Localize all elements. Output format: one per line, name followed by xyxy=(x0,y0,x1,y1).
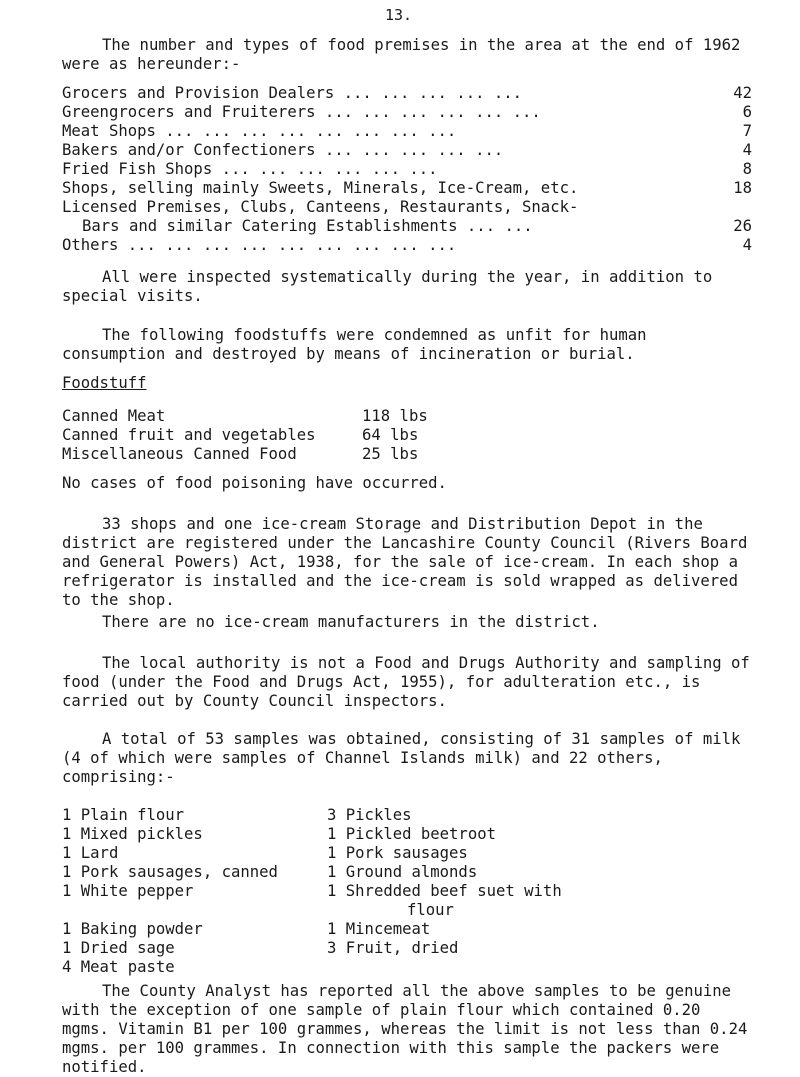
sample-item: 1 Dried sage xyxy=(62,939,175,957)
ice-cream-text: 33 shops and one ice-cream Storage and Distribution Depot in the district are registered under the Lancashire County Council (Rivers Board and General Powers) Act, 1938, for the sale of ice-cream. In each shop a refrigerator is installed and the ice-cream is sold wrapped as delivered to the shop. xyxy=(62,515,748,609)
foodstuff-row xyxy=(62,445,752,464)
premises-label: Bars and similar Catering Establishments ... ... xyxy=(82,217,533,235)
samples-list xyxy=(62,806,752,977)
sample-item: 1 Mincemeat xyxy=(327,920,431,938)
premises-label: Bakers and/or Confectioners ... ... ... ... ... xyxy=(62,141,504,159)
sample-item: 4 Meat paste xyxy=(62,958,175,976)
premises-row xyxy=(62,198,752,217)
sample-item: 1 Plain flour xyxy=(62,806,185,824)
premises-label: Licensed Premises, Clubs, Canteens, Restaurants, Snack- xyxy=(62,198,579,216)
premises-count: 4 xyxy=(742,141,752,159)
sample-item: 1 Mixed pickles xyxy=(62,825,203,843)
premises-row xyxy=(62,160,752,179)
premises-row xyxy=(62,217,752,236)
foodstuff-row xyxy=(62,426,752,445)
premises-label: Meat Shops ... ... ... ... ... ... ... ... xyxy=(62,122,457,140)
foodstuff-row xyxy=(62,407,752,426)
manufacturers-text: There are no ice-cream manufacturers in the district. xyxy=(102,613,600,631)
premises-label: Grocers and Provision Dealers ... ... ... ... ... xyxy=(62,84,523,102)
premises-label: Greengrocers and Fruiterers ... ... ... ... ... ... xyxy=(62,103,541,121)
foodstuff-name: Canned fruit and vegetables xyxy=(62,426,316,444)
foodstuff-name: Miscellaneous Canned Food xyxy=(62,445,297,463)
sample-item xyxy=(327,958,747,977)
premises-label: Shops, selling mainly Sweets, Minerals, Ice-Cream, etc. xyxy=(62,179,579,197)
poisoning-paragraph xyxy=(62,474,752,493)
ice-cream-paragraph xyxy=(62,515,752,610)
foodstuff-table xyxy=(62,374,752,464)
sample-item: 1 Pork sausages, canned xyxy=(62,863,278,881)
premises-row xyxy=(62,103,752,122)
premises-row xyxy=(62,141,752,160)
poisoning-text: No cases of food poisoning have occurred. xyxy=(62,474,447,492)
analyst-paragraph xyxy=(62,982,752,1077)
premises-count: 8 xyxy=(742,160,752,178)
inspection-text: All were inspected systematically during the year, in addition to special visits. xyxy=(62,268,713,305)
foodstuff-heading: Foodstuff xyxy=(62,374,147,392)
sample-item: 3 Fruit, dried xyxy=(327,939,459,957)
premises-count: 42 xyxy=(733,84,752,102)
samples-left-column xyxy=(62,806,327,977)
samples-right-column xyxy=(327,806,747,977)
premises-list xyxy=(62,84,752,255)
premises-count: 6 xyxy=(742,103,752,121)
premises-count: 18 xyxy=(733,179,752,197)
samples-paragraph xyxy=(62,730,752,787)
authority-paragraph xyxy=(62,654,752,711)
samples-text: A total of 53 samples was obtained, consisting of 31 samples of milk (4 of which were samples of Channel Islands milk) and 22 others, comprising:- xyxy=(62,730,741,786)
sample-item: 1 Lard xyxy=(62,844,119,862)
premises-label: Others ... ... ... ... ... ... ... ... ... xyxy=(62,236,457,254)
inspection-paragraph xyxy=(62,268,752,306)
foodstuff-quantity: 118 lbs xyxy=(362,407,428,425)
premises-row xyxy=(62,122,752,141)
manufacturers-paragraph xyxy=(62,613,752,632)
sample-item: 3 Pickles xyxy=(327,806,412,824)
foodstuff-name: Canned Meat xyxy=(62,407,166,425)
sample-item: 1 White pepper xyxy=(62,882,194,900)
foodstuff-quantity: 25 lbs xyxy=(362,445,419,463)
condemned-paragraph xyxy=(62,326,752,364)
sample-item: 1 Shredded beef suet with xyxy=(327,882,562,900)
sample-item: flour xyxy=(407,901,454,919)
page-number: 13. xyxy=(385,6,413,24)
intro-text: The number and types of food premises in the area at the end of 1962 were as hereunder:- xyxy=(62,36,741,73)
authority-text: The local authority is not a Food and Drugs Authority and sampling of food (under the Food and Drugs Act, 1955), for adulteration etc., is carried out by County Council inspectors. xyxy=(62,654,750,710)
sample-item: 1 Ground almonds xyxy=(327,863,478,881)
condemned-text: The following foodstuffs were condemned as unfit for human consumption and destroyed by means of incineration or burial. xyxy=(62,326,647,363)
premises-count xyxy=(722,198,752,217)
intro-paragraph xyxy=(62,36,752,74)
premises-row xyxy=(62,236,752,255)
sample-item xyxy=(62,901,327,920)
analyst-text: The County Analyst has reported all the above samples to be genuine with the exception of one sample of plain flour which contained 0.20 mgms. Vitamin B1 per 100 grammes, whereas the limit is not less than 0.24 mgms. per 100 grammes. In connection with this sample the packers were notified. xyxy=(62,982,748,1076)
sample-item: 1 Baking powder xyxy=(62,920,203,938)
premises-count: 26 xyxy=(733,217,752,235)
premises-row xyxy=(62,179,752,198)
sample-item: 1 Pickled beetroot xyxy=(327,825,496,843)
foodstuff-quantity: 64 lbs xyxy=(362,426,419,444)
premises-row xyxy=(62,84,752,103)
premises-label: Fried Fish Shops ... ... ... ... ... ... xyxy=(62,160,438,178)
sample-item: 1 Pork sausages xyxy=(327,844,468,862)
premises-count: 4 xyxy=(742,236,752,254)
premises-count: 7 xyxy=(742,122,752,140)
